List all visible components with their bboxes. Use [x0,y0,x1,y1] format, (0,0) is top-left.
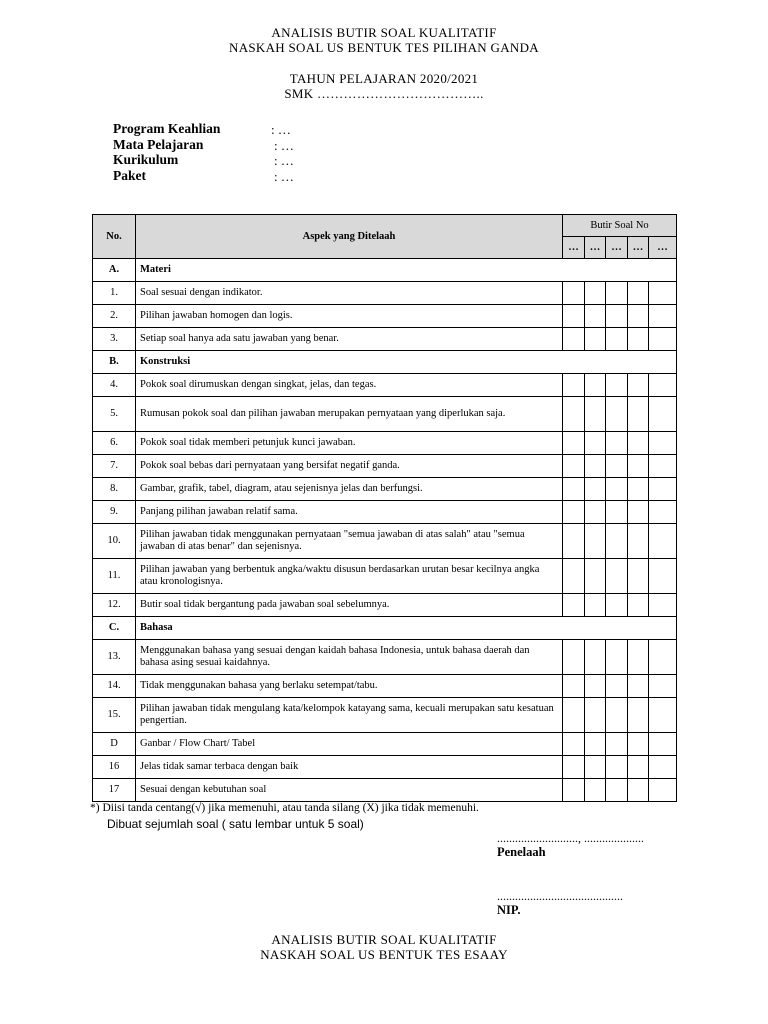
check-cell[interactable] [628,432,649,455]
check-cell[interactable] [563,594,585,617]
aspect-text: Pokok soal bebas dari pernyataan yang bersifat negatif ganda. [136,455,563,478]
check-cell[interactable] [563,328,585,351]
check-cell[interactable] [628,501,649,524]
section-row [93,259,677,282]
row-number: A. [93,259,136,282]
check-cell[interactable] [649,594,677,617]
check-cell[interactable] [563,397,585,432]
table-row [93,524,677,559]
check-cell[interactable] [628,374,649,397]
check-cell[interactable] [563,733,585,756]
check-cell[interactable] [585,559,606,594]
check-cell[interactable] [628,675,649,698]
table-row [93,432,677,455]
curriculum-label: Kurikulum [113,152,179,167]
section-title: Materi [136,259,677,282]
place-date-field: ..........................., .................... [497,831,644,845]
aspect-text: Sesuai dengan kebutuhan soal [136,779,563,802]
table-row [93,594,677,617]
row-number: 12. [93,594,136,617]
row-number: 16 [93,756,136,779]
check-cell[interactable] [563,374,585,397]
row-number: 13. [93,640,136,675]
row-number: B. [93,351,136,374]
check-cell[interactable] [563,501,585,524]
reviewer-label: Penelaah [497,845,546,859]
school-name: SMK ……………………………….. [284,86,484,101]
check-cell[interactable] [606,698,628,733]
subject-value: : … [274,138,294,153]
section-row [93,617,677,640]
check-cell[interactable] [628,640,649,675]
check-cell[interactable] [585,501,606,524]
section-row [93,351,677,374]
check-cell[interactable] [585,756,606,779]
check-cell[interactable] [649,374,677,397]
aspect-text: Tidak menggunakan bahasa yang berlaku setempat/tabu. [136,675,563,698]
check-cell[interactable] [606,397,628,432]
check-cell[interactable] [585,282,606,305]
check-cell[interactable] [585,328,606,351]
table-row [93,675,677,698]
check-cell[interactable] [585,640,606,675]
check-cell[interactable] [628,733,649,756]
check-cell[interactable] [585,432,606,455]
program-label: Program Keahlian [113,121,221,136]
check-cell[interactable] [606,594,628,617]
item-number-field[interactable]: … [649,237,677,259]
aspect-text: Pilihan jawaban tidak mengulang kata/kelompok katayang sama, kecuali merupakan satu kesatuan pengertian. [136,698,563,733]
item-number-field[interactable]: … [606,237,628,259]
check-cell[interactable] [585,675,606,698]
check-cell[interactable] [585,478,606,501]
col-header-items: Butir Soal No [563,215,677,237]
review-table [92,214,677,802]
check-cell[interactable] [628,282,649,305]
table-row [93,756,677,779]
check-cell[interactable] [563,432,585,455]
package-label: Paket [113,168,146,183]
check-cell[interactable] [606,501,628,524]
reviewer-name-field: .......................................... [497,889,623,903]
check-cell[interactable] [606,432,628,455]
check-cell[interactable] [649,524,677,559]
col-header-no: No. [93,215,136,259]
check-cell[interactable] [649,478,677,501]
check-cell[interactable] [563,524,585,559]
row-number: 7. [93,455,136,478]
row-number: C. [93,617,136,640]
aspect-text: Jelas tidak samar terbaca dengan baik [136,756,563,779]
instruction-note: *) Diisi tanda centang(√) jika memenuhi, atau tanda silang (X) jika tidak memenuhi. [90,802,479,814]
row-number: 2. [93,305,136,328]
section-title: Konstruksi [136,351,677,374]
check-cell[interactable] [649,501,677,524]
check-cell[interactable] [585,698,606,733]
table-row [93,305,677,328]
aspect-text: Setiap soal hanya ada satu jawaban yang benar. [136,328,563,351]
aspect-text: Pilihan jawaban homogen dan logis. [136,305,563,328]
check-cell[interactable] [649,282,677,305]
aspect-text: Pilihan jawaban yang berbentuk angka/waktu disusun berdasarkan urutan besar kecilnya angka atau kronologisnya. [136,559,563,594]
col-header-aspect: Aspek yang Ditelaah [136,215,563,259]
item-number-field[interactable]: … [585,237,606,259]
school-year: TAHUN PELAJARAN 2020/2021 [289,71,479,86]
row-number: 6. [93,432,136,455]
check-cell[interactable] [628,524,649,559]
check-cell[interactable] [606,374,628,397]
check-cell[interactable] [585,524,606,559]
curriculum-value: : … [274,153,294,168]
row-number: 1. [93,282,136,305]
row-number: 15. [93,698,136,733]
check-cell[interactable] [606,282,628,305]
check-cell[interactable] [563,455,585,478]
check-cell[interactable] [563,282,585,305]
check-cell[interactable] [585,779,606,802]
check-cell[interactable] [628,328,649,351]
check-cell[interactable] [649,640,677,675]
next-doc-title: ANALISIS BUTIR SOAL KUALITATIF [271,932,497,947]
nip-label: NIP. [497,903,521,917]
table-row [93,328,677,351]
doc-title: ANALISIS BUTIR SOAL KUALITATIF [271,25,497,40]
table-row [93,455,677,478]
aspect-text: Pokok soal tidak memberi petunjuk kunci jawaban. [136,432,563,455]
row-number: 5. [93,397,136,432]
table-row [93,397,677,432]
check-cell[interactable] [563,559,585,594]
check-cell[interactable] [606,305,628,328]
check-cell[interactable] [606,756,628,779]
check-cell[interactable] [628,455,649,478]
check-cell[interactable] [628,594,649,617]
item-number-field[interactable]: … [563,237,585,259]
check-cell[interactable] [606,328,628,351]
check-cell[interactable] [585,305,606,328]
table-row [93,559,677,594]
item-number-field[interactable]: … [628,237,649,259]
check-cell[interactable] [649,397,677,432]
row-number: 9. [93,501,136,524]
check-cell[interactable] [585,455,606,478]
row-number: 17 [93,779,136,802]
package-value: : … [274,169,294,184]
row-number: 8. [93,478,136,501]
aspect-text: Pokok soal dirumuskan dengan singkat, jelas, dan tegas. [136,374,563,397]
aspect-text: Rumusan pokok soal dan pilihan jawaban merupakan pernyataan yang diperlukan saja. [136,397,563,432]
check-cell[interactable] [606,478,628,501]
aspect-text: Gambar, grafik, tabel, diagram, atau sejenisnya jelas dan berfungsi. [136,478,563,501]
check-cell[interactable] [649,328,677,351]
check-cell[interactable] [628,478,649,501]
doc-subtitle: NASKAH SOAL US BENTUK TES PILIHAN GANDA [229,40,539,55]
check-cell[interactable] [563,305,585,328]
table-row [93,733,677,756]
aspect-text: Butir soal tidak bergantung pada jawaban soal sebelumnya. [136,594,563,617]
row-number: 14. [93,675,136,698]
table-row [93,478,677,501]
check-cell[interactable] [649,455,677,478]
check-cell[interactable] [628,779,649,802]
check-cell[interactable] [649,698,677,733]
check-cell[interactable] [563,640,585,675]
check-cell[interactable] [563,675,585,698]
section-title: Bahasa [136,617,677,640]
table-row [93,779,677,802]
subject-label: Mata Pelajaran [113,137,204,152]
check-cell[interactable] [649,559,677,594]
sheet-note: Dibuat sejumlah soal ( satu lembar untuk 5 soal) [107,817,364,831]
aspect-text: Panjang pilihan jawaban relatif sama. [136,501,563,524]
check-cell[interactable] [563,756,585,779]
table-row [93,640,677,675]
check-cell[interactable] [628,305,649,328]
check-cell[interactable] [628,756,649,779]
check-cell[interactable] [649,733,677,756]
check-cell[interactable] [585,733,606,756]
check-cell[interactable] [628,698,649,733]
check-cell[interactable] [628,397,649,432]
aspect-text: Menggunakan bahasa yang sesuai dengan kaidah bahasa Indonesia, untuk bahasa daerah dan bahasa asing sesuai kaidahnya. [136,640,563,675]
check-cell[interactable] [585,397,606,432]
table-row [93,374,677,397]
row-number: D [93,733,136,756]
check-cell[interactable] [606,675,628,698]
table-row [93,698,677,733]
check-cell[interactable] [606,640,628,675]
check-cell[interactable] [606,559,628,594]
check-cell[interactable] [628,559,649,594]
check-cell[interactable] [649,779,677,802]
check-cell[interactable] [649,675,677,698]
check-cell[interactable] [585,374,606,397]
check-cell[interactable] [585,594,606,617]
program-value: : … [271,122,291,137]
row-number: 11. [93,559,136,594]
check-cell[interactable] [649,756,677,779]
next-doc-subtitle: NASKAH SOAL US BENTUK TES ESAAY [260,947,508,962]
row-number: 3. [93,328,136,351]
row-number: 4. [93,374,136,397]
check-cell[interactable] [649,432,677,455]
check-cell[interactable] [606,455,628,478]
check-cell[interactable] [606,779,628,802]
check-cell[interactable] [649,305,677,328]
row-number: 10. [93,524,136,559]
check-cell[interactable] [563,698,585,733]
aspect-text: Pilihan jawaban tidak menggunakan pernyataan "semua jawaban di atas salah" atau "semua jawaban di atas benar" dan sejenisnya. [136,524,563,559]
check-cell[interactable] [563,478,585,501]
check-cell[interactable] [563,779,585,802]
aspect-text: Ganbar / Flow Chart/ Tabel [136,733,563,756]
aspect-text: Soal sesuai dengan indikator. [136,282,563,305]
check-cell[interactable] [606,524,628,559]
check-cell[interactable] [606,733,628,756]
table-row [93,282,677,305]
table-row [93,501,677,524]
